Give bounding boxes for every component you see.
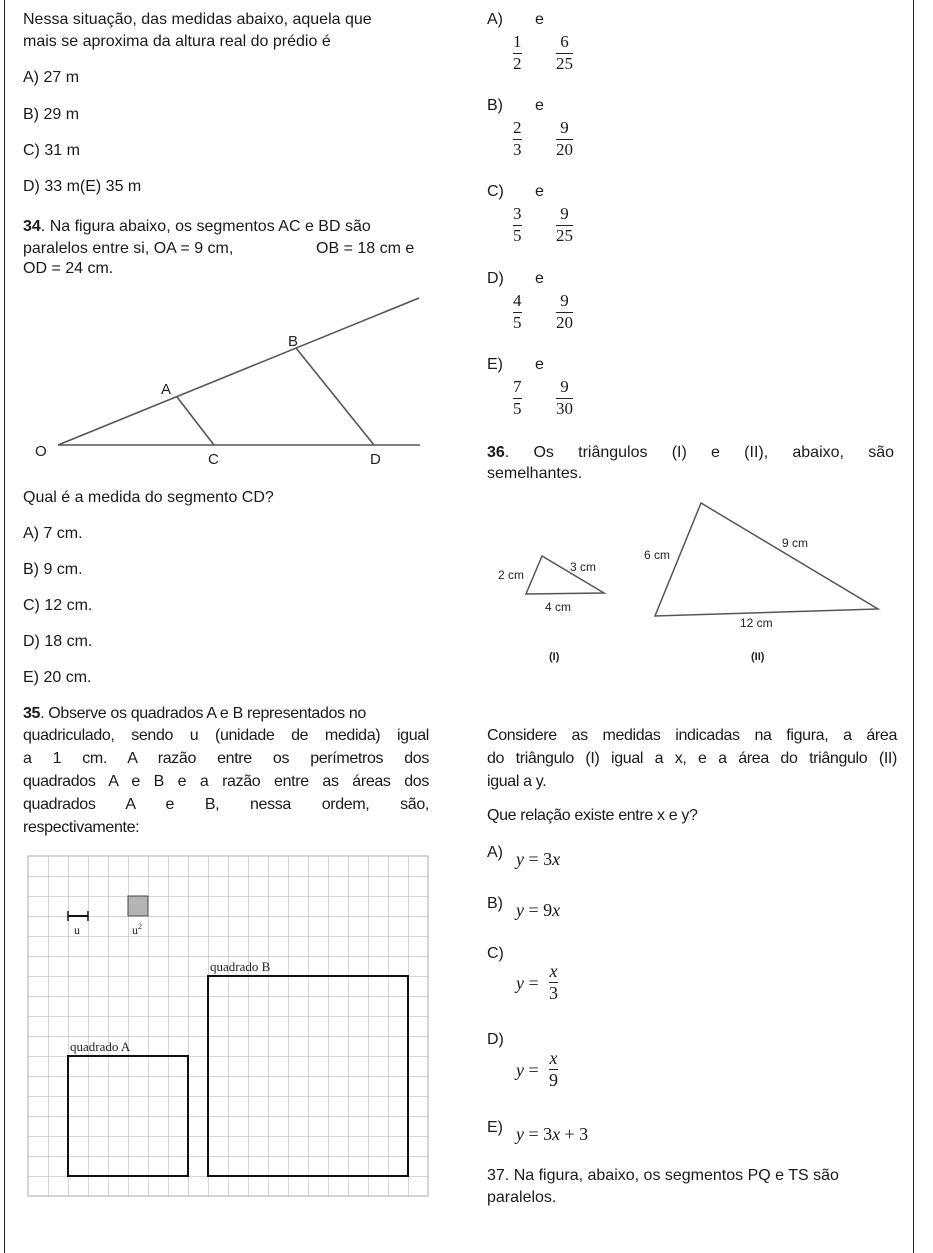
- q34-option-c[interactable]: C) 12 cm.: [23, 597, 93, 614]
- q35-stem-line4: quadrados A e B e a razão entre as áreas dos: [23, 773, 429, 790]
- q34-option-d[interactable]: D) 18 cm.: [23, 633, 93, 650]
- q36-option-d-letter: D): [487, 1031, 504, 1048]
- unit-label: u: [74, 923, 80, 937]
- tri2-side-b: 9 cm: [782, 536, 809, 550]
- q35-option-a-ratio1: 1 2: [513, 32, 522, 73]
- q33-stem-line2: mais se aproxima da altura real do prédio é: [23, 33, 331, 50]
- q34-number: 34: [23, 218, 41, 235]
- tri1-side-c: 4 cm: [545, 600, 572, 614]
- q36-consider-line2: do triângulo (I) igual a x, e a área do triângulo (II): [487, 750, 897, 767]
- q35-option-a-ratio2: 6 25: [556, 32, 573, 73]
- q35-option-e-conj: e: [535, 356, 544, 373]
- q35-option-d-letter: D): [487, 270, 504, 287]
- q36-stem-line1: 36. Os triângulos (I) e (II), abaixo, são: [487, 444, 894, 461]
- q35-option-a-conj: e: [535, 11, 544, 28]
- q35-option-b-letter: B): [487, 97, 503, 114]
- q36-consider-line1: Considere as medidas indicadas na figura, a área: [487, 727, 897, 744]
- q36-option-e-letter: E): [487, 1119, 503, 1136]
- q36-option-a-formula: y = 3x: [516, 849, 561, 869]
- q35-option-c-letter: C): [487, 183, 504, 200]
- square-a-label: quadrado A: [70, 1039, 131, 1054]
- tri2-caption: (II): [751, 651, 765, 663]
- unit-area-square-icon: [128, 896, 148, 916]
- q37-stem-line1: 37. Na figura, abaixo, os segmentos PQ e TS são: [487, 1167, 839, 1184]
- q34-label-o: O: [35, 443, 47, 460]
- q36-stem-line2: semelhantes.: [487, 465, 583, 482]
- page-border-right: [913, 0, 914, 1253]
- q36-option-b-formula: y = 9x: [516, 900, 561, 920]
- q35-number: 35: [23, 705, 41, 722]
- q33-stem-line1: Nessa situação, das medidas abaixo, aquela que: [23, 11, 372, 28]
- q35-stem-line2: quadriculado, sendo u (unidade de medida) igual: [23, 727, 429, 744]
- unit-area-label: $u^2$: [132, 922, 142, 937]
- q36-similar-triangles-figure: [480, 495, 900, 675]
- q36-number: 36: [487, 444, 505, 461]
- q34-option-a[interactable]: A) 7 cm.: [23, 525, 83, 542]
- q37-stem-line2: paralelos.: [487, 1189, 557, 1206]
- q35-option-b-ratio2: 9 20: [556, 118, 573, 159]
- q35-option-d-conj: e: [535, 270, 544, 287]
- q36-option-c-formula-lhs: y =: [516, 973, 539, 993]
- q35-option-c-ratio2: 9 25: [556, 204, 573, 245]
- tri2-side-a: 6 cm: [644, 548, 671, 562]
- tri2-side-c: 12 cm: [740, 616, 773, 630]
- triangle-ii: [655, 503, 878, 616]
- q35-option-e-ratio1: 7 5: [513, 377, 522, 418]
- q35-option-c-ratio1: 3 5: [513, 204, 522, 245]
- q36-option-d-fraction: x 9: [549, 1048, 558, 1090]
- q35-stem-line3: a 1 cm. A razão entre os perímetros dos: [23, 750, 429, 767]
- q36-option-e-formula: y = 3x + 3: [516, 1124, 589, 1144]
- q35-option-a-letter: A): [487, 11, 503, 28]
- q35-option-b-ratio1: 2 3: [513, 118, 522, 159]
- q36-consider-line3: igual a y.: [487, 773, 547, 790]
- tri1-side-a: 2 cm: [498, 568, 525, 582]
- q34-option-b[interactable]: B) 9 cm.: [23, 561, 83, 578]
- q36-question: Que relação existe entre x e y?: [487, 807, 698, 824]
- q35-stem-line5: quadrados A e B, nessa ordem, são,: [23, 796, 429, 813]
- q34-option-e[interactable]: E) 20 cm.: [23, 669, 92, 686]
- q35-option-d-ratio2: 9 20: [556, 291, 573, 332]
- grid-paper: [28, 856, 428, 1196]
- q33-option-c[interactable]: C) 31 m: [23, 142, 80, 159]
- q35-option-e-ratio2: 9 30: [556, 377, 573, 418]
- q35-stem-line6: respectivamente:: [23, 819, 140, 836]
- q36-option-b-letter: B): [487, 895, 503, 912]
- q36-option-c-fraction: x 3: [549, 961, 558, 1003]
- tri1-side-b: 3 cm: [570, 560, 597, 574]
- q36-option-d-formula-lhs: y =: [516, 1060, 539, 1080]
- q35-stem-line1: 35. Observe os quadrados A e B representados no: [23, 705, 366, 722]
- page-border-left: [4, 0, 5, 1253]
- tri1-caption: (I): [549, 651, 560, 663]
- q34-stem-line1: 34. Na figura abaixo, os segmentos AC e BD são: [23, 218, 371, 235]
- q34-label-c: C: [208, 451, 219, 468]
- q34-question: Qual é a medida do segmento CD?: [23, 489, 274, 506]
- q36-option-c-letter: C): [487, 945, 504, 962]
- q36-option-a-letter: A): [487, 844, 503, 861]
- q34-label-a: A: [161, 381, 172, 398]
- q33-option-b[interactable]: B) 29 m: [23, 106, 80, 123]
- q35-option-e-letter: E): [487, 356, 503, 373]
- q35-option-c-conj: e: [535, 183, 544, 200]
- q34-label-b: B: [288, 333, 299, 350]
- q34-parallel-segments-figure: [30, 290, 450, 470]
- q34-stem-line2a: paralelos entre si, OA = 9 cm,: [23, 240, 234, 257]
- q35-option-d-ratio1: 4 5: [513, 291, 522, 332]
- q35-grid-figure: [26, 853, 432, 1198]
- q33-option-a[interactable]: A) 27 m: [23, 69, 80, 86]
- q33-option-d-e[interactable]: D) 33 m(E) 35 m: [23, 178, 142, 195]
- q34-label-d: D: [370, 451, 381, 468]
- q34-stem-line3: OD = 24 cm.: [23, 260, 114, 277]
- q35-option-b-conj: e: [535, 97, 544, 114]
- q34-stem-line2b: OB = 18 cm e: [316, 240, 415, 257]
- square-b-label: quadrado B: [210, 959, 271, 974]
